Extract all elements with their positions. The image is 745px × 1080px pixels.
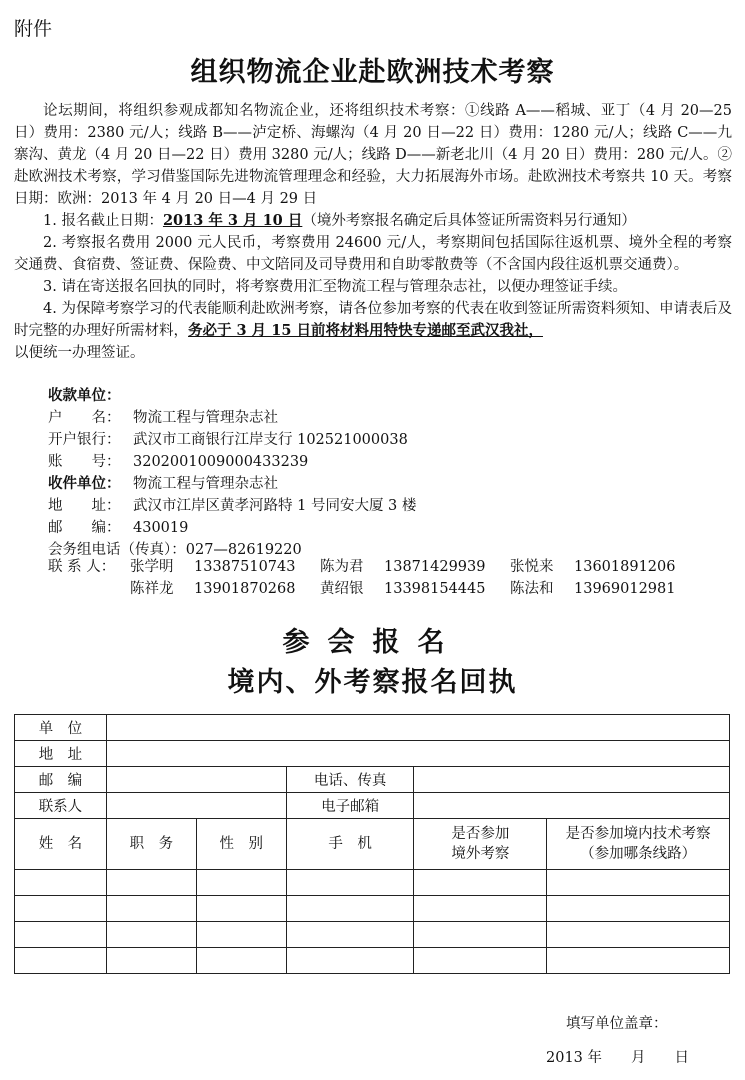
contact-item: [510, 556, 700, 578]
domestic-cell[interactable]: [547, 948, 730, 974]
contact-name: 陈法和: [510, 581, 554, 597]
mobile-cell[interactable]: [286, 948, 414, 974]
contact-field-label: 联系人: [15, 793, 107, 819]
address-field[interactable]: [106, 741, 729, 767]
item-4: [14, 298, 732, 364]
email-field[interactable]: [414, 793, 730, 819]
abroad-cell[interactable]: [414, 870, 547, 896]
col-abroad-line2: 境外考察: [451, 846, 510, 862]
email-label: 电子邮箱: [286, 793, 414, 819]
phone-fax-field[interactable]: [414, 767, 730, 793]
position-cell[interactable]: [106, 870, 196, 896]
contact-phone: 13969012981: [574, 581, 676, 597]
item-1-suffix: （境外考察报名确定后具体签证所需资料另行通知）: [302, 213, 636, 229]
col-abroad-line1: 是否参加: [451, 826, 510, 842]
notice-body: [14, 100, 732, 364]
name-cell[interactable]: [15, 870, 107, 896]
position-cell[interactable]: [106, 896, 196, 922]
account-name-label: 户 名：: [48, 410, 121, 426]
item-1: [14, 210, 732, 232]
col-domestic-line1: 是否参加境内技术考察: [565, 826, 711, 842]
account-name: 物流工程与管理杂志社: [133, 410, 278, 426]
name-cell[interactable]: [15, 948, 107, 974]
page-title: 组织物流企业赴欧洲技术考察: [190, 57, 555, 88]
account-no-label: 账 号：: [48, 454, 121, 470]
deadline-date: 2013 年 3 月 10 日: [162, 212, 303, 229]
contact-field[interactable]: [106, 793, 286, 819]
item-4-emphasis: 务必于 3 月 15 日前将材料用特快专递邮至武汉我社，: [188, 322, 543, 339]
contact-phone: 13398154445: [384, 581, 486, 597]
recipient-postcode: 430019: [133, 520, 189, 536]
item-4-prefix: 4. 为保障考察学习的代表能顺利赴欧洲考察，请各位参加考察的代表在收到签证所需资料须知、申请表后及时完整的办理好所需材料，: [14, 301, 732, 339]
position-cell[interactable]: [106, 948, 196, 974]
table-row: [15, 922, 730, 948]
seal-label: 填写单位盖章：: [566, 1016, 668, 1032]
item-3: 3. 请在寄送报名回执的同时，将考察费用汇至物流工程与管理杂志社，以便办理签证手续。: [43, 279, 627, 295]
contact-name: 张悦来: [510, 559, 554, 575]
attachment-label: 附件: [14, 18, 53, 40]
abroad-cell[interactable]: [414, 896, 547, 922]
abroad-cell[interactable]: [414, 922, 547, 948]
contact-item: [320, 578, 510, 600]
col-name-header: 姓 名: [15, 819, 107, 870]
recipient-label: 收件单位：: [48, 475, 121, 492]
unit-label: 单 位: [15, 715, 107, 741]
abroad-cell[interactable]: [414, 948, 547, 974]
gender-cell[interactable]: [196, 896, 286, 922]
recipient-address: 武汉市江岸区黄孝河路特 1 号同安大厦 3 楼: [133, 498, 417, 514]
postcode-label: 邮 编：: [48, 520, 121, 536]
contact-name: 陈为君: [320, 559, 364, 575]
intro-paragraph: 论坛期间，将组织参观成都知名物流企业，还将组织技术考察：①线路 A——稻城、亚丁（4 月 20—25 日）费用：2380 元/人；线路 B——泸定桥、海螺沟（4 月 20 日—22 日）费用：1280 元/人；线路 C——九寨沟、黄龙（4 月 20 日—22 日）费用 3280 元/人；线路 D——新老北川（4 月 20 日）费用：280 元/人。②赴欧洲技术考察，学习借鉴国际先进物流管理理念和经验，大力拓展海外市场。赴欧洲技术考察共 10 天。考察日期：欧洲：2013 年 4 月 20 日—4 月 29 日: [14, 103, 732, 207]
recipient-name: 物流工程与管理杂志社: [133, 476, 278, 492]
contact-item: [130, 556, 320, 578]
contact-phone: 13871429939: [384, 559, 486, 575]
bank-label: 开户银行：: [48, 432, 121, 448]
col-position-header: 职 务: [106, 819, 196, 870]
col-domestic-header: [547, 819, 730, 870]
account-number: 3202001009000433239: [133, 454, 309, 470]
bank-name: 武汉市工商银行江岸支行 102521000038: [133, 432, 408, 448]
address-field-label: 地 址: [15, 741, 107, 767]
item-2: 2. 考察报名费用 2000 元人民币，考察费用 24600 元/人，考察期间包括国际往返机票、境外全程的考察交通费、食宿费、签证费、保险费、中文陪同及司导费用和自助零散费等（不含国内段往返机票交通费）。: [14, 235, 732, 273]
mobile-cell[interactable]: [286, 896, 414, 922]
domestic-cell[interactable]: [547, 896, 730, 922]
col-abroad-header: [414, 819, 547, 870]
contact-phone: 13601891206: [574, 559, 676, 575]
payment-info: [48, 385, 416, 561]
contact-phone: 13901870268: [194, 581, 296, 597]
name-cell[interactable]: [15, 922, 107, 948]
gender-cell[interactable]: [196, 948, 286, 974]
unit-field[interactable]: [106, 715, 729, 741]
gender-cell[interactable]: [196, 922, 286, 948]
item-1-prefix: 1. 报名截止日期：: [43, 213, 163, 229]
address-label: 地 址：: [48, 498, 121, 514]
postcode-field-label: 邮 编: [15, 767, 107, 793]
table-row: [15, 948, 730, 974]
contacts-label: 联 系 人：: [48, 559, 116, 575]
form-title: 参会报名: [282, 627, 463, 658]
mobile-cell[interactable]: [286, 922, 414, 948]
mobile-cell[interactable]: [286, 870, 414, 896]
phone-fax-label: 电话、传真: [286, 767, 414, 793]
contact-item: [510, 578, 700, 600]
postcode-field[interactable]: [106, 767, 286, 793]
contact-name: 张学明: [130, 559, 174, 575]
domestic-cell[interactable]: [547, 922, 730, 948]
table-row: [15, 870, 730, 896]
contact-list: [48, 556, 700, 600]
contact-name: 黄绍银: [320, 581, 364, 597]
contact-name: 陈祥龙: [130, 581, 174, 597]
office-phone: 会务组电话（传真）：027—82619220: [48, 542, 302, 558]
col-domestic-line2: （参加哪条线路）: [580, 846, 697, 862]
registration-form: [14, 714, 730, 974]
payee-heading: 收款单位：: [48, 387, 121, 404]
domestic-cell[interactable]: [547, 870, 730, 896]
name-cell[interactable]: [15, 896, 107, 922]
item-4-suffix: 以便统一办理签证。: [14, 345, 145, 361]
contact-phone: 13387510743: [194, 559, 296, 575]
position-cell[interactable]: [106, 922, 196, 948]
contact-item: [130, 578, 320, 600]
date-line: 2013 年 月 日: [546, 1050, 690, 1066]
table-row: [15, 896, 730, 922]
col-mobile-header: 手 机: [286, 819, 414, 870]
form-subtitle: 境内、外考察报名回执: [227, 667, 518, 698]
contact-item: [320, 556, 510, 578]
gender-cell[interactable]: [196, 870, 286, 896]
col-gender-header: 性 别: [196, 819, 286, 870]
